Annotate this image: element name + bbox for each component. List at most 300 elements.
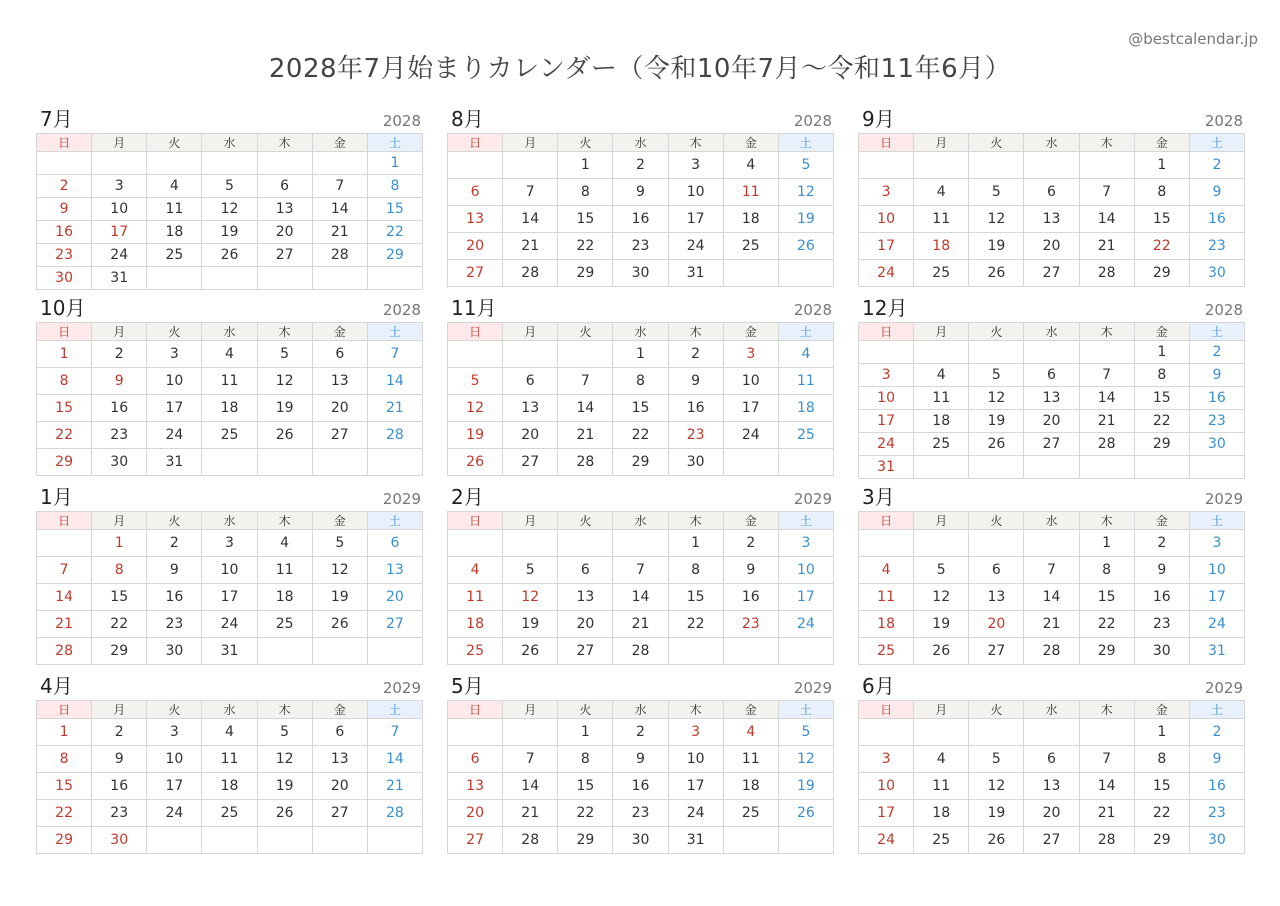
month-label: 6月: [862, 674, 895, 698]
day-cell: 12: [448, 395, 503, 422]
weekday-header: 木: [257, 512, 312, 530]
day-cell: 20: [558, 611, 613, 638]
day-cell: 4: [914, 364, 969, 387]
day-cell: 18: [202, 395, 257, 422]
day-cell: 7: [37, 557, 92, 584]
day-cell: 24: [668, 233, 723, 260]
day-cell: 10: [147, 746, 202, 773]
day-cell: 16: [92, 395, 147, 422]
month-label: 9月: [862, 107, 895, 131]
week-row: [37, 773, 423, 800]
day-cell: 12: [969, 206, 1024, 233]
month-table: [858, 133, 1245, 287]
month-calendar: [447, 108, 834, 283]
day-cell: 31: [1189, 638, 1244, 665]
day-cell: 8: [558, 179, 613, 206]
weekday-header: 火: [147, 323, 202, 341]
empty-cell: [613, 530, 668, 557]
weekday-header: 日: [37, 701, 92, 719]
day-cell: 6: [503, 368, 558, 395]
day-cell: 23: [1134, 611, 1189, 638]
page-title: 2028年7月始まりカレンダー（令和10年7月〜令和11年6月）: [268, 54, 1012, 84]
day-cell: 26: [778, 800, 833, 827]
day-cell: 5: [257, 341, 312, 368]
month-calendar: [36, 107, 423, 286]
day-cell: 29: [1134, 827, 1189, 854]
weekday-header: 日: [37, 512, 92, 530]
day-cell: 23: [723, 611, 778, 638]
day-cell: 9: [37, 198, 92, 221]
empty-cell: [257, 827, 312, 854]
weekday-header: 日: [37, 134, 92, 152]
day-cell: 16: [1134, 584, 1189, 611]
month-calendar: [858, 486, 1245, 661]
month-label: 11月: [451, 296, 497, 320]
empty-cell: [37, 530, 92, 557]
day-cell: 9: [613, 746, 668, 773]
weekday-header: 水: [202, 512, 257, 530]
empty-cell: [859, 341, 914, 364]
empty-cell: [202, 449, 257, 476]
day-cell: 8: [668, 557, 723, 584]
day-cell: 24: [147, 800, 202, 827]
day-cell: 13: [1024, 387, 1079, 410]
day-cell: 9: [1189, 364, 1244, 387]
empty-cell: [723, 638, 778, 665]
day-cell: 9: [1134, 557, 1189, 584]
day-cell: 2: [92, 719, 147, 746]
day-cell: 8: [92, 557, 147, 584]
week-row: [448, 827, 834, 854]
day-cell: 28: [503, 827, 558, 854]
weekday-header: 月: [503, 323, 558, 341]
day-cell: 15: [367, 198, 422, 221]
weekday-header: 月: [92, 323, 147, 341]
day-cell: 24: [723, 422, 778, 449]
weekday-header: 火: [969, 134, 1024, 152]
day-cell: 3: [1189, 530, 1244, 557]
day-cell: 22: [558, 233, 613, 260]
month-calendar: [858, 675, 1245, 850]
week-row: [37, 244, 423, 267]
empty-cell: [147, 267, 202, 290]
month-header: [36, 486, 423, 511]
week-row: [37, 198, 423, 221]
week-row: [859, 530, 1245, 557]
day-cell: 26: [914, 638, 969, 665]
day-cell: 30: [668, 449, 723, 476]
day-cell: 5: [778, 719, 833, 746]
week-row: [448, 557, 834, 584]
day-cell: 27: [312, 800, 367, 827]
day-cell: 11: [202, 368, 257, 395]
empty-cell: [859, 719, 914, 746]
day-cell: 16: [668, 395, 723, 422]
day-cell: 28: [1079, 827, 1134, 854]
month-table: [447, 700, 834, 854]
week-row: [859, 773, 1245, 800]
day-cell: 27: [1024, 827, 1079, 854]
month-table: [858, 700, 1245, 854]
day-cell: 18: [778, 395, 833, 422]
day-cell: 15: [37, 773, 92, 800]
month-year: 2029: [793, 490, 832, 508]
day-cell: 6: [257, 175, 312, 198]
week-row: [37, 746, 423, 773]
day-cell: 12: [969, 387, 1024, 410]
weekday-header: 土: [367, 512, 422, 530]
day-cell: 24: [1189, 611, 1244, 638]
day-cell: 5: [257, 719, 312, 746]
empty-cell: [147, 152, 202, 175]
day-cell: 8: [37, 368, 92, 395]
empty-cell: [1189, 456, 1244, 479]
weekday-header: 水: [613, 134, 668, 152]
week-row: [448, 260, 834, 287]
day-cell: 31: [859, 456, 914, 479]
week-row: [859, 638, 1245, 665]
day-cell: 12: [257, 368, 312, 395]
day-cell: 4: [257, 530, 312, 557]
day-cell: 5: [969, 179, 1024, 206]
month-header: [858, 297, 1245, 322]
month-calendar: [858, 108, 1245, 283]
day-cell: 6: [969, 557, 1024, 584]
weekday-header-row: [448, 701, 834, 719]
day-cell: 21: [1024, 611, 1079, 638]
day-cell: 23: [147, 611, 202, 638]
day-cell: 18: [723, 773, 778, 800]
day-cell: 30: [1189, 827, 1244, 854]
weekday-header: 土: [778, 134, 833, 152]
day-cell: 31: [147, 449, 202, 476]
empty-cell: [778, 260, 833, 287]
day-cell: 4: [147, 175, 202, 198]
day-cell: 11: [914, 773, 969, 800]
day-cell: 25: [202, 422, 257, 449]
day-cell: 12: [257, 746, 312, 773]
weekday-header-row: [448, 512, 834, 530]
day-cell: 14: [312, 198, 367, 221]
month-label: 10月: [40, 296, 86, 320]
day-cell: 16: [1189, 206, 1244, 233]
day-cell: 1: [1079, 530, 1134, 557]
day-cell: 28: [503, 260, 558, 287]
day-cell: 29: [558, 260, 613, 287]
day-cell: 25: [202, 800, 257, 827]
weekday-header: 日: [859, 323, 914, 341]
day-cell: 27: [257, 244, 312, 267]
week-row: [859, 364, 1245, 387]
day-cell: 22: [613, 422, 668, 449]
empty-cell: [969, 152, 1024, 179]
week-row: [859, 152, 1245, 179]
weekday-header: 金: [1134, 323, 1189, 341]
day-cell: 6: [1024, 179, 1079, 206]
week-row: [37, 395, 423, 422]
day-cell: 1: [1134, 152, 1189, 179]
weekday-header: 月: [503, 512, 558, 530]
day-cell: 2: [668, 341, 723, 368]
site-watermark: @bestcalendar.jp: [1128, 30, 1258, 48]
day-cell: 1: [367, 152, 422, 175]
month-header: [447, 675, 834, 700]
day-cell: 22: [1134, 800, 1189, 827]
day-cell: 4: [859, 557, 914, 584]
month-calendar: [36, 675, 423, 850]
weekday-header: 金: [723, 134, 778, 152]
month-label: 5月: [451, 674, 484, 698]
week-row: [448, 719, 834, 746]
day-cell: 2: [613, 152, 668, 179]
day-cell: 12: [778, 746, 833, 773]
week-row: [37, 638, 423, 665]
month-header: [447, 108, 834, 133]
weekday-header: 月: [503, 701, 558, 719]
month-year: 2028: [1204, 112, 1243, 130]
day-cell: 16: [37, 221, 92, 244]
empty-cell: [147, 827, 202, 854]
day-cell: 27: [1024, 433, 1079, 456]
day-cell: 4: [202, 341, 257, 368]
day-cell: 24: [668, 800, 723, 827]
day-cell: 7: [1024, 557, 1079, 584]
day-cell: 9: [668, 368, 723, 395]
day-cell: 11: [914, 387, 969, 410]
day-cell: 7: [1079, 746, 1134, 773]
day-cell: 15: [1134, 387, 1189, 410]
day-cell: 23: [92, 422, 147, 449]
weekday-header: 水: [613, 701, 668, 719]
day-cell: 5: [448, 368, 503, 395]
day-cell: 16: [92, 773, 147, 800]
weekday-header: 金: [1134, 512, 1189, 530]
day-cell: 27: [1024, 260, 1079, 287]
day-cell: 13: [367, 557, 422, 584]
month-year: 2029: [382, 679, 421, 697]
day-cell: 2: [613, 719, 668, 746]
day-cell: 17: [859, 800, 914, 827]
month-label: 3月: [862, 485, 895, 509]
day-cell: 14: [367, 368, 422, 395]
day-cell: 13: [448, 206, 503, 233]
day-cell: 11: [778, 368, 833, 395]
day-cell: 30: [92, 827, 147, 854]
day-cell: 30: [1189, 433, 1244, 456]
day-cell: 25: [147, 244, 202, 267]
weekday-header: 木: [668, 323, 723, 341]
month-label: 4月: [40, 674, 73, 698]
empty-cell: [257, 267, 312, 290]
day-cell: 3: [859, 179, 914, 206]
empty-cell: [914, 530, 969, 557]
day-cell: 20: [1024, 233, 1079, 260]
empty-cell: [202, 267, 257, 290]
day-cell: 7: [613, 557, 668, 584]
day-cell: 15: [1079, 584, 1134, 611]
day-cell: 9: [147, 557, 202, 584]
weekday-header: 木: [1079, 134, 1134, 152]
week-row: [37, 449, 423, 476]
day-cell: 28: [558, 449, 613, 476]
day-cell: 19: [969, 800, 1024, 827]
day-cell: 23: [1189, 410, 1244, 433]
day-cell: 16: [723, 584, 778, 611]
day-cell: 8: [1134, 179, 1189, 206]
day-cell: 25: [914, 433, 969, 456]
day-cell: 28: [312, 244, 367, 267]
day-cell: 27: [312, 422, 367, 449]
day-cell: 15: [92, 584, 147, 611]
day-cell: 15: [37, 395, 92, 422]
weekday-header: 日: [859, 134, 914, 152]
weekday-header: 日: [448, 134, 503, 152]
day-cell: 11: [202, 746, 257, 773]
month-header: [36, 675, 423, 700]
day-cell: 21: [613, 611, 668, 638]
day-cell: 6: [1024, 746, 1079, 773]
weekday-header: 水: [1024, 701, 1079, 719]
weekday-header-row: [37, 512, 423, 530]
day-cell: 13: [257, 198, 312, 221]
day-cell: 22: [1134, 410, 1189, 433]
day-cell: 12: [778, 179, 833, 206]
empty-cell: [257, 638, 312, 665]
week-row: [859, 179, 1245, 206]
week-row: [37, 584, 423, 611]
day-cell: 13: [312, 368, 367, 395]
day-cell: 17: [778, 584, 833, 611]
day-cell: 21: [1079, 800, 1134, 827]
empty-cell: [257, 449, 312, 476]
day-cell: 17: [859, 410, 914, 433]
empty-cell: [312, 827, 367, 854]
weekday-header-row: [859, 134, 1245, 152]
day-cell: 15: [558, 773, 613, 800]
week-row: [448, 233, 834, 260]
day-cell: 14: [1079, 206, 1134, 233]
weekday-header: 水: [613, 323, 668, 341]
day-cell: 31: [202, 638, 257, 665]
weekday-header: 火: [969, 512, 1024, 530]
weekday-header: 火: [558, 323, 613, 341]
day-cell: 10: [859, 773, 914, 800]
month-header: [858, 486, 1245, 511]
day-cell: 14: [1024, 584, 1079, 611]
day-cell: 23: [613, 800, 668, 827]
day-cell: 27: [969, 638, 1024, 665]
day-cell: 23: [92, 800, 147, 827]
day-cell: 3: [859, 364, 914, 387]
month-year: 2029: [382, 490, 421, 508]
day-cell: 27: [558, 638, 613, 665]
day-cell: 18: [914, 233, 969, 260]
empty-cell: [558, 530, 613, 557]
day-cell: 24: [147, 422, 202, 449]
day-cell: 17: [668, 206, 723, 233]
month-header: [447, 297, 834, 322]
day-cell: 14: [503, 206, 558, 233]
empty-cell: [969, 719, 1024, 746]
day-cell: 28: [613, 638, 668, 665]
weekday-header: 土: [367, 134, 422, 152]
day-cell: 10: [859, 387, 914, 410]
empty-cell: [1079, 719, 1134, 746]
week-row: [448, 746, 834, 773]
day-cell: 17: [92, 221, 147, 244]
weekday-header: 日: [448, 701, 503, 719]
day-cell: 22: [37, 800, 92, 827]
day-cell: 11: [147, 198, 202, 221]
day-cell: 11: [257, 557, 312, 584]
day-cell: 29: [1134, 260, 1189, 287]
day-cell: 6: [1024, 364, 1079, 387]
day-cell: 16: [147, 584, 202, 611]
day-cell: 29: [367, 244, 422, 267]
day-cell: 31: [92, 267, 147, 290]
weekday-header: 土: [778, 701, 833, 719]
weekday-header: 月: [503, 134, 558, 152]
weekday-header: 月: [92, 134, 147, 152]
day-cell: 26: [503, 638, 558, 665]
day-cell: 23: [613, 233, 668, 260]
day-cell: 1: [37, 719, 92, 746]
day-cell: 21: [367, 773, 422, 800]
day-cell: 26: [969, 827, 1024, 854]
day-cell: 22: [1079, 611, 1134, 638]
day-cell: 12: [312, 557, 367, 584]
day-cell: 12: [503, 584, 558, 611]
day-cell: 8: [37, 746, 92, 773]
day-cell: 29: [1079, 638, 1134, 665]
day-cell: 21: [1079, 410, 1134, 433]
day-cell: 21: [1079, 233, 1134, 260]
empty-cell: [969, 456, 1024, 479]
day-cell: 30: [92, 449, 147, 476]
day-cell: 15: [668, 584, 723, 611]
day-cell: 6: [312, 719, 367, 746]
day-cell: 26: [969, 260, 1024, 287]
empty-cell: [1024, 530, 1079, 557]
day-cell: 17: [723, 395, 778, 422]
weekday-header: 水: [202, 323, 257, 341]
empty-cell: [1024, 456, 1079, 479]
week-row: [859, 433, 1245, 456]
weekday-header: 金: [723, 512, 778, 530]
empty-cell: [202, 152, 257, 175]
day-cell: 10: [859, 206, 914, 233]
day-cell: 2: [147, 530, 202, 557]
day-cell: 17: [1189, 584, 1244, 611]
month-table: [447, 322, 834, 476]
day-cell: 21: [503, 800, 558, 827]
day-cell: 1: [668, 530, 723, 557]
day-cell: 4: [914, 179, 969, 206]
day-cell: 24: [92, 244, 147, 267]
weekday-header: 月: [914, 512, 969, 530]
day-cell: 21: [558, 422, 613, 449]
day-cell: 27: [448, 827, 503, 854]
day-cell: 11: [448, 584, 503, 611]
day-cell: 3: [147, 719, 202, 746]
week-row: [37, 368, 423, 395]
empty-cell: [668, 638, 723, 665]
day-cell: 26: [202, 244, 257, 267]
week-row: [37, 611, 423, 638]
weekday-header: 火: [558, 512, 613, 530]
day-cell: 1: [37, 341, 92, 368]
day-cell: 18: [448, 611, 503, 638]
